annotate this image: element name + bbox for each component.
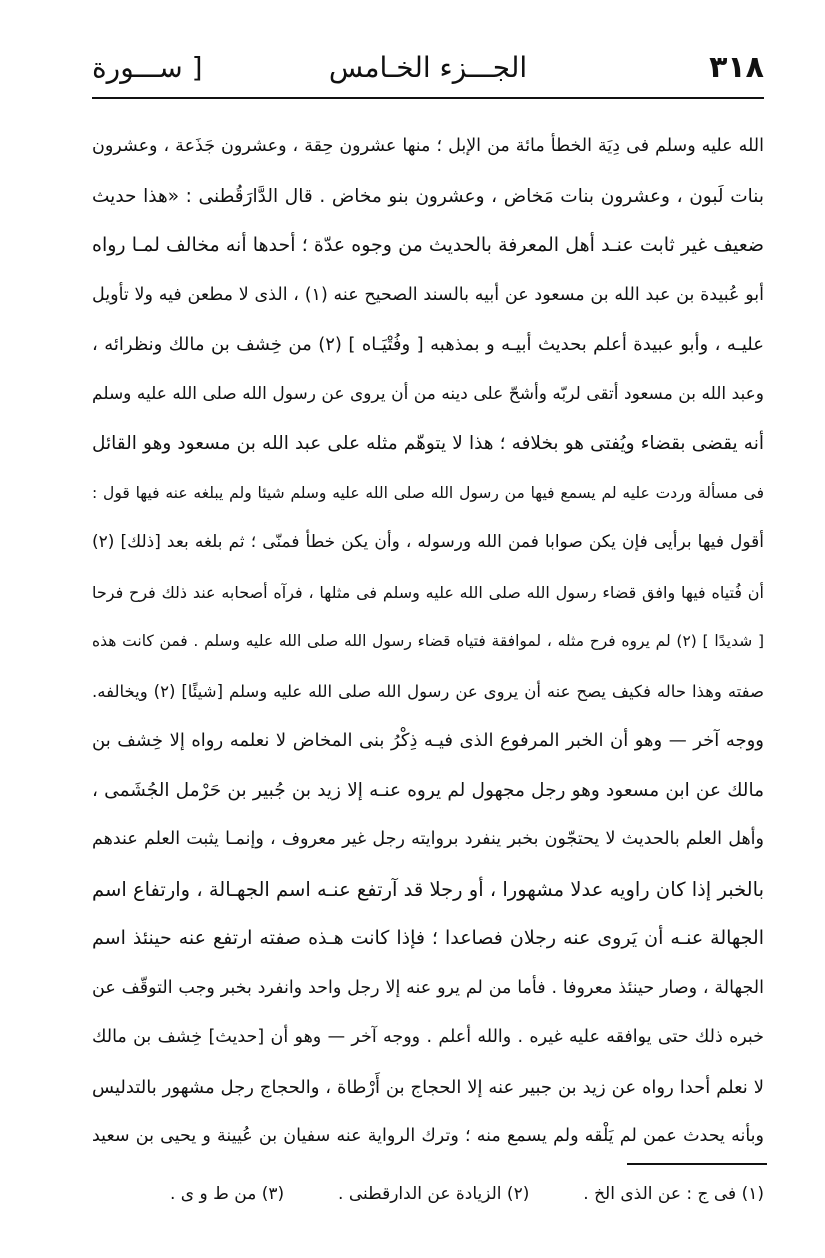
text-line: أن فُتياه فيها وافق قضاء رسول الله صلى الله عليه وسلم فى مثلها ، فرآه أصحابه عند ذلك فرح فرحا: [92, 582, 764, 602]
running-title: الجـــزء الخـامس: [328, 51, 528, 84]
text-line: صفته وهذا حاله فكيف يصح عنه أن يروى عن رسول الله صلى الله عليه وسلم [شيئًا] (٢) ويخالفه.: [92, 681, 764, 701]
page-header: [92, 46, 764, 94]
text-line: الله عليه وسلم فى دِيَة الخطأ مائة من الإبل ؛ منها عشرون حِقة ، وعشرون جَذَعة ، وعشرون: [92, 136, 764, 156]
text-line: وعبد الله بن مسعود أتقى لربّه وأشحّ على دينه من أن يروى عن رسول الله صلى الله عليه وسلم: [92, 383, 764, 404]
text-line: أقول فيها برأيى فإن يكن صوابا فمن الله ورسوله ، وأن يكن خطأ فمنّى ؛ ثم بلغه بعد [ذلك] (٢): [92, 532, 764, 552]
text-line: [ شديدًا ] (٢) لم يروه فرح مثله ، لموافقة فتياه قضاء رسول الله صلى الله عليه وسلم . فمن كانت هذه: [92, 632, 764, 650]
text-line: وأهل العلم بالحديث لا يحتجّون بخبر ينفرد بروايته رجل غير معروف ، وإنمـا يثبت العلم عندهم: [92, 829, 764, 849]
text-line: أنه يقضى بقضاء ويُفتى هو بخلافه ؛ هذا لا يتوهّم مثله على عبد الله بن مسعود وهو القائل: [92, 433, 764, 454]
footnote-rule: [627, 1163, 767, 1165]
text-line: الجهالة عنـه أن يَروى عنه رجلان فصاعدا ؛ فإذا كانت هـذه صفته ارتفع عنه حينئذ اسم: [92, 927, 764, 949]
footnote-3: (٣) من ط و ى .: [170, 1184, 285, 1204]
text-line: مالك عن ابن مسعود وهو رجل مجهول لم يروه عنـه إلا زيد بن جُبير بن حَرْمل الجُشَمى ،: [92, 779, 764, 801]
body-text: [92, 122, 764, 1162]
text-line: بنات لَبون ، وعشرون بنات مَخاض ، وعشرون بنو مخاض . قال الدَّارَقُطنى : «هذا حديث: [92, 185, 764, 207]
text-line: ضعيف غير ثابت عنـد أهل المعرفة بالحديث من وجوه عدّة ؛ أحدها أنه مخالف لمـا رواه: [92, 234, 764, 256]
text-line: عليـه ، وأبو عبيدة أعلم بحديث أبيـه و بمذهبه [ وفُتْيَـاه ] (٢) من خِشف بن مالك ونظرائه ،: [92, 334, 764, 355]
footnotes: [170, 1176, 764, 1212]
footnote-1: (١) فى ج : عن الذى الخ .: [583, 1184, 764, 1204]
text-line: فى مسألة وردت عليه لم يسمع فيها من رسول الله صلى الله عليه وسلم شيئا ولم يبلغه عنه فيها قول :: [92, 483, 764, 502]
surah-label: [ ســـورة: [92, 51, 203, 84]
text-line: أبو عُبيدة بن عبد الله بن مسعود عن أبيه بالسند الصحيح عنه (١) ، الذى لا مطعن فيه ولا تأويل: [92, 284, 764, 305]
footnote-2: (٢) الزيادة عن الدارقطنى .: [338, 1184, 530, 1204]
text-line: وبأنه يحدث عمن لم يَلْقه ولم يسمع منه ؛ وترك الرواية عنه سفيان بن عُيينة و يحيى بن سعيد: [92, 1126, 764, 1146]
text-line: الجهالة ، وصار حينئذ معروفا . فأما من لم يرو عنه إلا رجل واحد وانفرد بخبر وجب التوقّف عن: [92, 977, 764, 998]
text-line: ووجه آخر — وهو أن الخبر المرفوع الذى فيـه ذِكْرُ بنى المخاض لا نعلمه رواه إلا خِشف بن: [92, 730, 764, 751]
page-number: ٣١٨: [709, 50, 764, 85]
text-line: خبره ذلك حتى يوافقه عليه غيره . والله أعلم . ووجه آخر — وهو أن [حديث] خِشف بن مالك: [92, 1027, 764, 1047]
text-line: لا نعلم أحدا رواه عن زيد بن جبير عنه إلا الحجاج بن أَرْطاة ، والحجاج رجل مشهور بالتدليس: [92, 1076, 764, 1098]
text-line: بالخبر إذا كان راويه عدلا مشهورا ، أو رجلا قد آرتفع عنـه اسم الجهـالة ، وارتفاع اسم: [92, 877, 764, 901]
header-rule: [92, 97, 764, 99]
